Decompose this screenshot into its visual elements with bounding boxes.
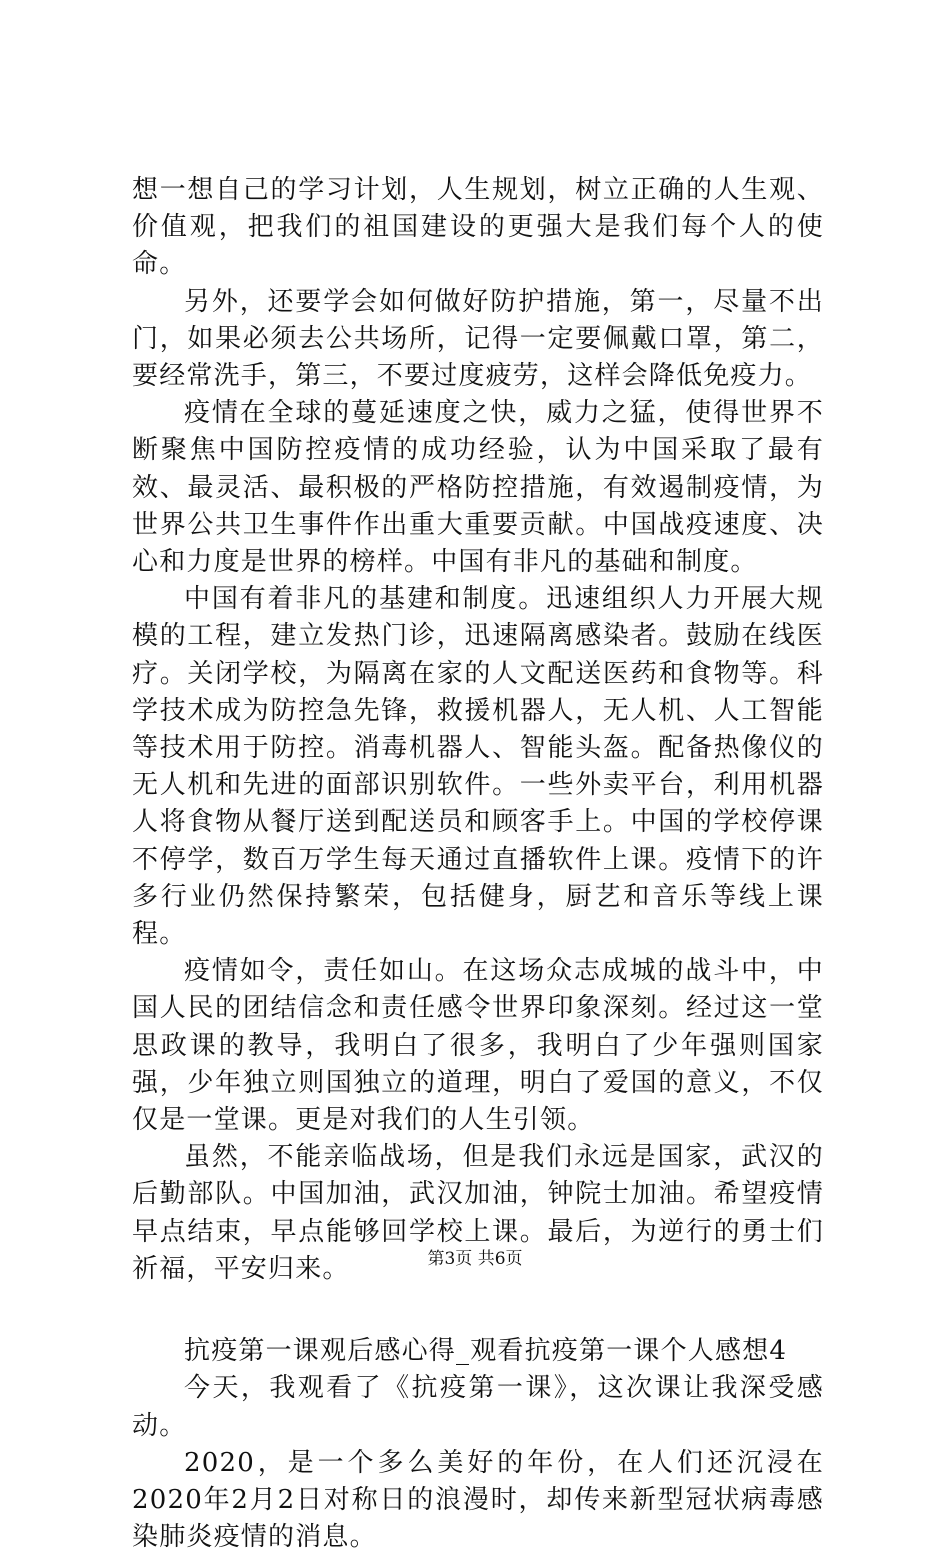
section-title: 抗疫第一课观后感心得_观看抗疫第一课个人感想4 — [184, 1336, 788, 1367]
paragraph-global-spread: 疫情在全球的蔓延速度之快，威力之猛，使得世界不断聚焦中国防控疫情的成功经验，认为中国采取了最有效、最灵活、最积极的严格防控措施，有效遏制疫情，为世界公共卫生事件作出重大重要贡献。中国战疫速度、决心和力度是世界的榜样。中国有非凡的基础和制度。 — [132, 398, 824, 578]
page-footer: 第3页 共6页 — [427, 1249, 523, 1269]
paragraph-responsibility: 疫情如令，责任如山。在这场众志成城的战斗中，中国人民的团结信念和责任感令世界印象深刻。经过这一堂思政课的教导，我明白了很多，我明白了少年强则国家强，少年独立则国独立的道理，明白了爱国的意义，不仅仅是一堂课。更是对我们的人生引领。 — [132, 956, 824, 1136]
paragraph-section-intro: 今天，我观看了《抗疫第一课》，这次课让我深受感动。 — [132, 1373, 824, 1441]
paragraph-infrastructure: 中国有着非凡的基建和制度。迅速组织人力开展大规模的工程，建立发热门诊，迅速隔离感染者。鼓励在线医疗。关闭学校，为隔离在家的人文配送医药和食物等。科学技术成为防控急先锋，救援机器人，无人机、人工智能等技术用于防控。消毒机器人、智能头盔。配备热像仪的无人机和先进的面部识别软件。一些外卖平台，利用机器人将食物从餐厅送到配送员和顾客手上。中国的学校停课不停学，数百万学生每天通过直播软件上课。疫情下的许多行业仍然保持繁荣，包括健身，厨艺和音乐等线上课程。 — [132, 584, 824, 950]
paragraph-closing: 虽然，不能亲临战场，但是我们永远是国家，武汉的后勤部队。中国加油，武汉加油，钟院士加油。希望疫情早点结束，早点能够回学校上课。最后，为逆行的勇士们祈福，平安归来。 — [132, 1142, 824, 1284]
paragraph-continuation: 想一想自己的学习计划，人生规划，树立正确的人生观、价值观，把我们的祖国建设的更强大是我们每个人的使命。 — [132, 175, 824, 280]
section-spacer — [132, 1288, 824, 1333]
paragraph-section-2020: 2020，是一个多么美好的年份，在人们还沉浸在2020年2月2日对称日的浪漫时，却传来新型冠状病毒感染肺炎疫情的消息。 — [132, 1447, 824, 1553]
paragraph-protection: 另外，还要学会如何做好防护措施，第一，尽量不出门，如果必须去公共场所，记得一定要佩戴口罩，第二，要经常洗手，第三，不要过度疲劳，这样会降低免疫力。 — [132, 286, 824, 392]
document-body — [132, 172, 824, 1556]
